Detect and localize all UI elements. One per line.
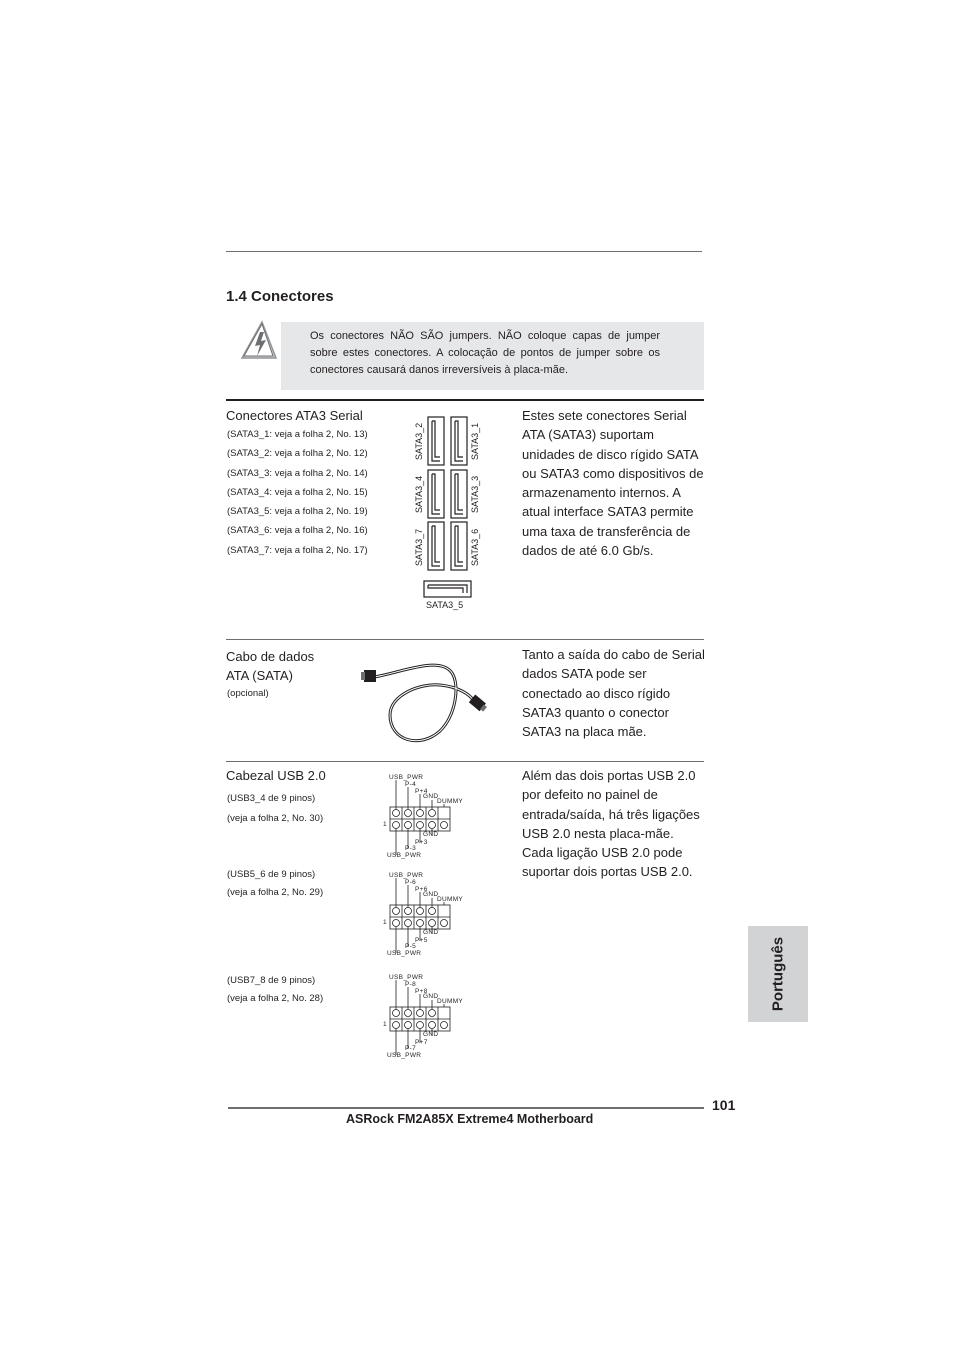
desc-line: atual interface SATA3 permite [522, 504, 694, 520]
cable-icon [360, 655, 490, 750]
section-divider [226, 399, 704, 401]
sata-ref-list [227, 429, 368, 564]
desc-line: Estes sete conectores Serial [522, 408, 687, 423]
usb-pin-label: USB_PWR [389, 872, 424, 879]
desc-line: por defeito no painel de [522, 787, 658, 803]
desc-line: USB 2.0 nesta placa-mãe. [522, 825, 674, 841]
footer-text: ASRock FM2A85X Extreme4 Motherboard [346, 1112, 594, 1126]
sata-label-6: SATA3_6 [470, 528, 480, 566]
usb-ref: (veja a folha 2, No. 30) [227, 812, 324, 824]
desc-line: Tanto a saída do cabo de Serial [522, 647, 705, 662]
sata-port-3 [451, 470, 467, 518]
sata-port-4 [428, 470, 444, 518]
desc-line: dados de até 6.0 Gb/s. [522, 543, 654, 559]
footer-rule [228, 1107, 704, 1109]
usb-pin-label: GND [423, 793, 439, 800]
usb-pin-label: 1 [383, 821, 387, 828]
language-tab-label: Português [769, 936, 787, 1012]
caution-line: Os conectores NÃO SÃO jumpers. NÃO coloque capas de jumper [310, 330, 660, 342]
page-number: 101 [712, 1097, 736, 1113]
sata-ref: (SATA3_4: veja a folha 2, No. 15) [227, 486, 368, 498]
desc-line: Cada ligação USB 2.0 pode [522, 845, 683, 861]
sata-label-4: SATA3_4 [414, 475, 424, 513]
usb-pin-label: GND [423, 993, 439, 1000]
usb-pin-label: GND [423, 831, 439, 838]
desc-line: uma taxa de transferência de [522, 523, 691, 539]
usb-pin-label: P+4 [415, 788, 428, 795]
usb-pin-label: USB_PWR [389, 974, 424, 981]
usb-pin-label: P+6 [415, 886, 428, 893]
usb-header-diagram-3 [383, 973, 483, 1065]
usb-header-2-refs [227, 866, 323, 902]
usb-pin-label: DUMMY [437, 896, 464, 903]
sata-ref: (SATA3_5: veja a folha 2, No. 19) [227, 506, 368, 518]
usb-pin-label: USB_PWR [387, 1052, 422, 1059]
sata-heading: Conectores ATA3 Serial [226, 408, 363, 423]
sata-ref: (SATA3_7: veja a folha 2, No. 17) [227, 544, 368, 556]
desc-line: entrada/saída, há três ligações [522, 806, 700, 822]
usb-pin-label: P+7 [415, 1039, 428, 1046]
warning-triangle-icon [238, 318, 282, 364]
desc-line: unidades de disco rígido SATA [522, 446, 699, 462]
sata-ref: (SATA3_6: veja a folha 2, No. 16) [227, 525, 368, 537]
desc-line: suportar dois portas USB 2.0. [522, 864, 693, 880]
section-title: 1.4 Conectores [226, 288, 334, 305]
usb-pin-label: P-7 [405, 1045, 417, 1052]
usb-header-3-refs [227, 972, 323, 1008]
desc-line: armazenamento internos. A [522, 485, 681, 501]
usb-pin-label: DUMMY [437, 798, 464, 805]
cable-heading [226, 647, 314, 686]
usb-pin-label: 1 [383, 919, 387, 926]
desc-line: Além das dois portas USB 2.0 [522, 768, 696, 783]
usb-header-diagram-2 [383, 871, 483, 963]
sata-port-6 [451, 522, 467, 570]
language-tab [748, 926, 808, 1022]
top-rule [226, 251, 702, 252]
desc-line: conectado ao disco rígido [522, 685, 671, 701]
usb-pin-label: 1 [383, 1021, 387, 1028]
usb-description [522, 766, 712, 882]
cable-description [522, 645, 712, 741]
usb-ref: (USB3_4 de 9 pinos) [227, 793, 316, 804]
caution-text [310, 328, 660, 379]
sata-cable-illustration [360, 655, 490, 750]
usb-pin-label: GND [423, 891, 439, 898]
usb-pin-label: USB_PWR [387, 950, 422, 957]
usb-header-diagram-1 [383, 773, 483, 865]
sata-ref: (SATA3_3: veja a folha 2, No. 14) [227, 467, 368, 479]
desc-line: ou SATA3 como dispositivos de [522, 465, 704, 481]
sata-port-7 [428, 522, 444, 570]
sata-label-1: SATA3_1 [470, 422, 480, 460]
sata-description [522, 406, 712, 560]
usb-pin-label: P-3 [405, 845, 417, 852]
usb-pin-label: P-8 [405, 981, 417, 988]
usb-pin-label: USB_PWR [389, 774, 424, 781]
cable-heading-line: Cabo de dados [226, 649, 315, 664]
usb-pin-label: P-4 [405, 781, 417, 788]
cable-heading-line: ATA (SATA) [226, 668, 293, 684]
usb-ref: (USB5_6 de 9 pinos) [227, 869, 316, 880]
sata-port-1 [451, 417, 467, 465]
usb-header-1-refs [227, 789, 323, 828]
desc-line: SATA3 na placa mãe. [522, 724, 647, 740]
sata-label-7: SATA3_7 [414, 528, 424, 566]
sata-diagram [410, 414, 490, 614]
sata-port-5 [424, 581, 471, 597]
usb-heading: Cabezal USB 2.0 [226, 768, 326, 783]
usb-pin-label: DUMMY [437, 998, 464, 1005]
usb-pin-label: P-5 [405, 943, 417, 950]
sata-ref: (SATA3_2: veja a folha 2, No. 12) [227, 448, 368, 460]
caution-box [281, 322, 704, 390]
usb-pin-label: P-6 [405, 879, 417, 886]
cable-divider [226, 761, 704, 762]
usb-pin-label: P+8 [415, 988, 428, 995]
sata-divider [226, 639, 704, 640]
usb-pin-label: USB_PWR [387, 852, 422, 859]
sata-label-5: SATA3_5 [426, 600, 464, 610]
usb-pin-label: GND [423, 1031, 439, 1038]
usb-ref: (veja a folha 2, No. 29) [227, 887, 324, 898]
usb-pin-label: GND [423, 929, 439, 936]
caution-icon-wrap [238, 318, 282, 364]
desc-line: SATA3 quanto o conector [522, 704, 669, 720]
desc-line: ATA (SATA3) suportam [522, 427, 654, 443]
caution-line: sobre estes conectores. A colocação de pontos de jumper sobre os [310, 347, 660, 359]
sata-ref: (SATA3_1: veja a folha 2, No. 13) [227, 429, 368, 440]
usb-ref: (veja a folha 2, No. 28) [227, 993, 324, 1004]
usb-ref: (USB7_8 de 9 pinos) [227, 975, 316, 986]
sata-port-2 [428, 417, 444, 465]
usb-pin-label: P+5 [415, 937, 428, 944]
cable-note: (opcional) [227, 688, 269, 699]
desc-line: dados SATA pode ser [522, 666, 647, 682]
sata-label-2: SATA3_2 [414, 422, 424, 460]
sata-label-3: SATA3_3 [470, 475, 480, 513]
usb-pin-label: P+3 [415, 839, 428, 846]
caution-line: conectores causará danos irreversíveis à placa-mãe. [310, 364, 569, 376]
